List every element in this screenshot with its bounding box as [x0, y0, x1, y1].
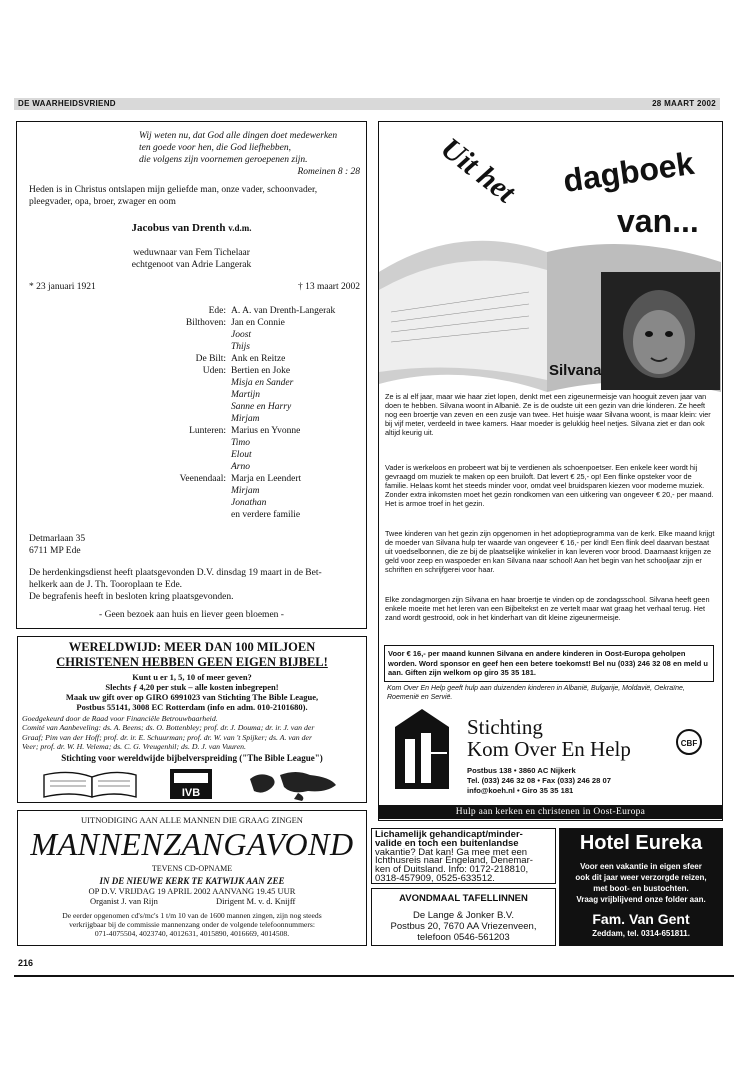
page-number: 216	[18, 958, 34, 968]
hotel-title: Hotel Eureka	[579, 832, 703, 854]
ad-line: Postbus 55141, 3008 EC Rotterdam (info en adm. 010-2101680).	[76, 702, 308, 712]
ad-title: AVONDMAAL TAFELLINNEN	[399, 893, 528, 904]
story-paragraph: Ze is al elf jaar, maar wie haar ziet lopen, denkt met een zigeunermeisje van hooguit zeven jaar van doen te hebben. Silvana woont in Albanië. Ze is de oudste uit een gezin van drie kinderen. Ze heeft nog een broertje van zeven en een zusje van twee. Het huisje waar Silvana woont, is maar klein: vier bij vijf meter, verdeeld in twee kamers. Haar moeder is gelukkig heel netjes. Silvana ziet er dan ook altijd keurig uit.	[385, 392, 711, 437]
publication-date: 28 MAART 2002	[652, 99, 716, 108]
bible-league-logo	[170, 769, 212, 799]
family-name: Joost	[231, 330, 252, 340]
event-sub: TEVENS CD-OPNAME	[151, 864, 233, 873]
family-name: Arno	[231, 462, 250, 472]
death-notice	[16, 121, 367, 629]
family-name: en verdere familie	[231, 510, 301, 520]
publication-name: DE WAARHEIDSVRIEND	[18, 99, 116, 108]
family-name: Elout	[231, 450, 252, 460]
verse-line: die volgens zijn voornemen geroepenen zijn.	[139, 155, 308, 165]
cbf-seal-icon	[675, 728, 703, 762]
open-book-icon	[44, 772, 136, 797]
footer-rule	[14, 975, 734, 977]
title-part: Uit het	[434, 131, 522, 210]
tafellinnen-ad	[371, 888, 556, 946]
intro-line: Heden is in Christus ontslapen mijn geliefde man, onze vader, schoonvader,	[29, 185, 318, 195]
spouse-line: weduwnaar van Fem Tichelaar	[133, 248, 250, 258]
ad-line: Kunt u er 1, 5, 10 of meer geven?	[132, 672, 252, 682]
svg-text:IVB: IVB	[181, 787, 201, 799]
family-name: Jan en Connie	[231, 318, 285, 328]
family-name: Misja en Sander	[231, 378, 294, 388]
verse-line: Wij weten nu, dat God alle dingen doet medewerken	[139, 131, 338, 141]
mannenzang-ad	[17, 810, 367, 946]
hotel-contact: Zeddam, tel. 0314-651811.	[592, 929, 690, 938]
page-header	[14, 98, 720, 110]
ad-title: CHRISTENEN HEBBEN GEEN EIGEN BIJBEL!	[56, 655, 328, 669]
family-name: A. A. van Drenth-Langerak	[231, 306, 336, 316]
deceased-name: Jacobus van Drenth v.d.m.	[131, 222, 252, 234]
invite-line: UITNODIGING AAN ALLE MANNEN DIE GRAAG ZINGEN	[81, 815, 303, 825]
ad-line: Slechts ƒ 4,20 per stuk – alle kosten inbegrepen!	[105, 682, 279, 692]
photo-caption: Silvana	[549, 362, 602, 379]
family-name: Marja en Leendert	[231, 474, 302, 484]
family-name: Marius en Yvonne	[231, 426, 301, 436]
story-paragraph: Twee kinderen van het gezin zijn opgenomen in het adoptieprogramma van de kerk. Elke maand krijgt de moeder van Silvana hulp ter waarde van ongeveer € 16,- per kind! Een flink deel daarvan bestaat uit voedselbonnen, die ze bij de plaatselijke winkelier in kan leveren voor brood. Daarnaast krijgen ze geld voor zeep en waspoeder en kan Silvana naar school! Aan het begin van het schooljaar zijn er schriften en schrijfgerei voor haar.	[385, 529, 715, 574]
family-name: Ank en Reitze	[231, 354, 286, 364]
family-place: Veenendaal:	[179, 474, 226, 484]
ad-title: WERELDWIJD: MEER DAN 100 MILJOEN	[68, 640, 316, 654]
family-place: Bilthoven:	[185, 318, 226, 328]
organisation-note: Kom Over En Help geeft hulp aan duizenden kinderen in Albanië, Bulgarije, Moldavië, Oekraïne, Roemenië en Servië.	[387, 685, 685, 701]
story-paragraph: Elke zondagmorgen zijn Silvana en haar broertje te vinden op de zondagsschool. Silvana heeft geen enkele moeite met het leren van een Bijbeltekst en ze vertelt maar wat graag het verhaal terug. Het zand wordt gestrooid, ook in het kinderhart van dit kleine zigeunermeisje.	[385, 595, 710, 622]
family-name: Martijn	[231, 390, 261, 400]
title-part: dagboek	[560, 144, 697, 199]
ad-lines: De Lange & Jonker B.V. Postbus 20, 7670 AA Vriezenveen, telefoon 0546-561203	[390, 910, 537, 943]
family-name: Sanne en Harry	[231, 402, 292, 412]
world-map-icon	[250, 772, 336, 801]
hotel-owner: Fam. Van Gent	[592, 911, 690, 927]
family-name: Thijs	[231, 342, 251, 352]
service-line: helkerk aan de J. Th. Tooroplaan te Ede.	[29, 580, 183, 590]
footer-band: Hulp aan kerken en christenen in Oost-Europa	[379, 805, 722, 819]
verse-line: ten goede voor hen, die God liefhebben,	[139, 143, 291, 153]
ichthus-travel-ad: Lichamelijk gehandicapt/minder- valide en toch een buitenlandse vakantie? Dat kan! Ga mee met een Ichthusreis naar Engeland, Denemar- ken of Duitsland. Info: 0172-218810, 0318-457909, 0525-633512.	[371, 828, 556, 884]
hotel-eureka-ad	[559, 828, 723, 946]
birth-date: * 23 januari 1921	[29, 282, 96, 292]
address-line: 6711 MP Ede	[29, 546, 81, 556]
spouse-line: echtgenoot van Adrie Langerak	[131, 260, 252, 270]
family-place: Ede:	[208, 306, 226, 316]
family-name: Bertien en Joke	[231, 366, 291, 376]
verse-reference: Romeinen 8 : 28	[297, 167, 360, 177]
event-title: MANNENZANGAVOND	[30, 826, 354, 862]
ad-line: Maak uw gift over op GIRO 6991023 van Stichting The Bible League,	[65, 692, 319, 702]
family-place: Uden:	[202, 366, 226, 376]
title-part: van...	[617, 203, 699, 239]
closing-line: - Geen bezoek aan huis en liever geen bloemen -	[99, 610, 284, 620]
sponsor-callout: Voor € 16,- per maand kunnen Silvana en andere kinderen in Oost-Europa geholpen worden. Word sponsor en geef hen een betere toekomst! Bel nu (033) 246 32 08 en meld u aan. Giften zijn welkom op giro 35 35 181.	[384, 645, 714, 682]
event-venue: IN DE NIEUWE KERK TE KATWIJK AAN ZEE	[99, 876, 285, 886]
ad-footer: Stichting voor wereldwijde bijbelverspreiding ("The Bible League")	[61, 753, 323, 763]
approval-text: Goedgekeurd door de Raad voor Financiële Betrouwbaarheid. Comité van Aanbeveling: ds. A. Beens; ds. O. Bottenbley; prof. dr. J. Douma; dr. ir. J. van der Graaf; Pim van der Hoff; prof. dr. ir. E. Schuurman; prof. dr. W. van 't Spijker; ds. A. van der Veer; prof. dr. W. H. Velema; ds. C. G. Vreugenhil; ds. D. J. van Vuuren.	[22, 714, 315, 752]
family-name: Mirjam	[231, 414, 260, 424]
org-contact: Postbus 138 • 3860 AC Nijkerk Tel. (033) 246 32 08 • Fax (033) 246 28 07 info@koeh.nl • Giro 35 35 181	[467, 766, 611, 795]
child-photo	[601, 272, 720, 390]
family-name: Timo	[231, 438, 251, 448]
dagboek-ad	[378, 121, 723, 821]
family-place: Lunteren:	[189, 426, 226, 436]
intro-line: pleegvader, opa, broer, zwager en oom	[29, 197, 176, 207]
organist: Organist J. van Rijn	[90, 896, 158, 906]
hotel-lines: Voor een vakantie in eigen sfeer ook dit jaar weer verzorgde reizen, met boot- en bustochten. Vraag vrijblijvend onze folder aan.	[575, 862, 707, 904]
service-line: De begrafenis heeft in besloten kring plaatsgevonden.	[29, 592, 234, 602]
family-place: De Bilt:	[195, 354, 226, 364]
death-date: † 13 maart 2002	[297, 282, 360, 292]
org-name: Stichting Kom Over En Help	[467, 715, 631, 761]
service-line: De herdenkingsdienst heeft plaatsgevonden D.V. dinsdag 19 maart in de Bet-	[29, 568, 322, 578]
family-name: Mirjam	[231, 486, 260, 496]
bible-league-ad	[17, 636, 367, 803]
conductor: Dirigent M. v. d. Knijff	[216, 896, 296, 906]
event-date: OP D.V. VRIJDAG 19 APRIL 2002 AANVANG 19.45 UUR	[88, 886, 296, 896]
bible-league-illustrations	[40, 767, 340, 801]
story-paragraph: Vader is werkeloos en probeert wat bij te verdienen als schoenpoetser. Een enkele keer wordt hij gevraagd om muziek te maken op een bruiloft. Dat levert € 25,- op! Een flinke opsteker voor de familie. Helaas komt het steeds minder voor, omdat veel bruidsparen kiezen voor moderne muziek. Zonder extra inkomsten moet het gezin rondkomen van een uitkering van ongeveer € 20,- per maand. Het is armoe troef in het gezin.	[385, 463, 714, 508]
cd-note: De eerder opgenomen cd's/mc's 1 t/m 10 van de 1600 mannen zingen, zijn nog steeds verkrijgbaar bij de commissie mannenzang onder de volgende telefoonnummers: 071-4075504, 4023740, 4012631, 4015890, 4016669, 4014508.	[62, 911, 322, 938]
address-line: Detmarlaan 35	[29, 534, 86, 544]
family-name: Jonathan	[231, 498, 267, 508]
koeh-logo	[391, 705, 453, 791]
svg-text:CBF: CBF	[680, 739, 698, 748]
